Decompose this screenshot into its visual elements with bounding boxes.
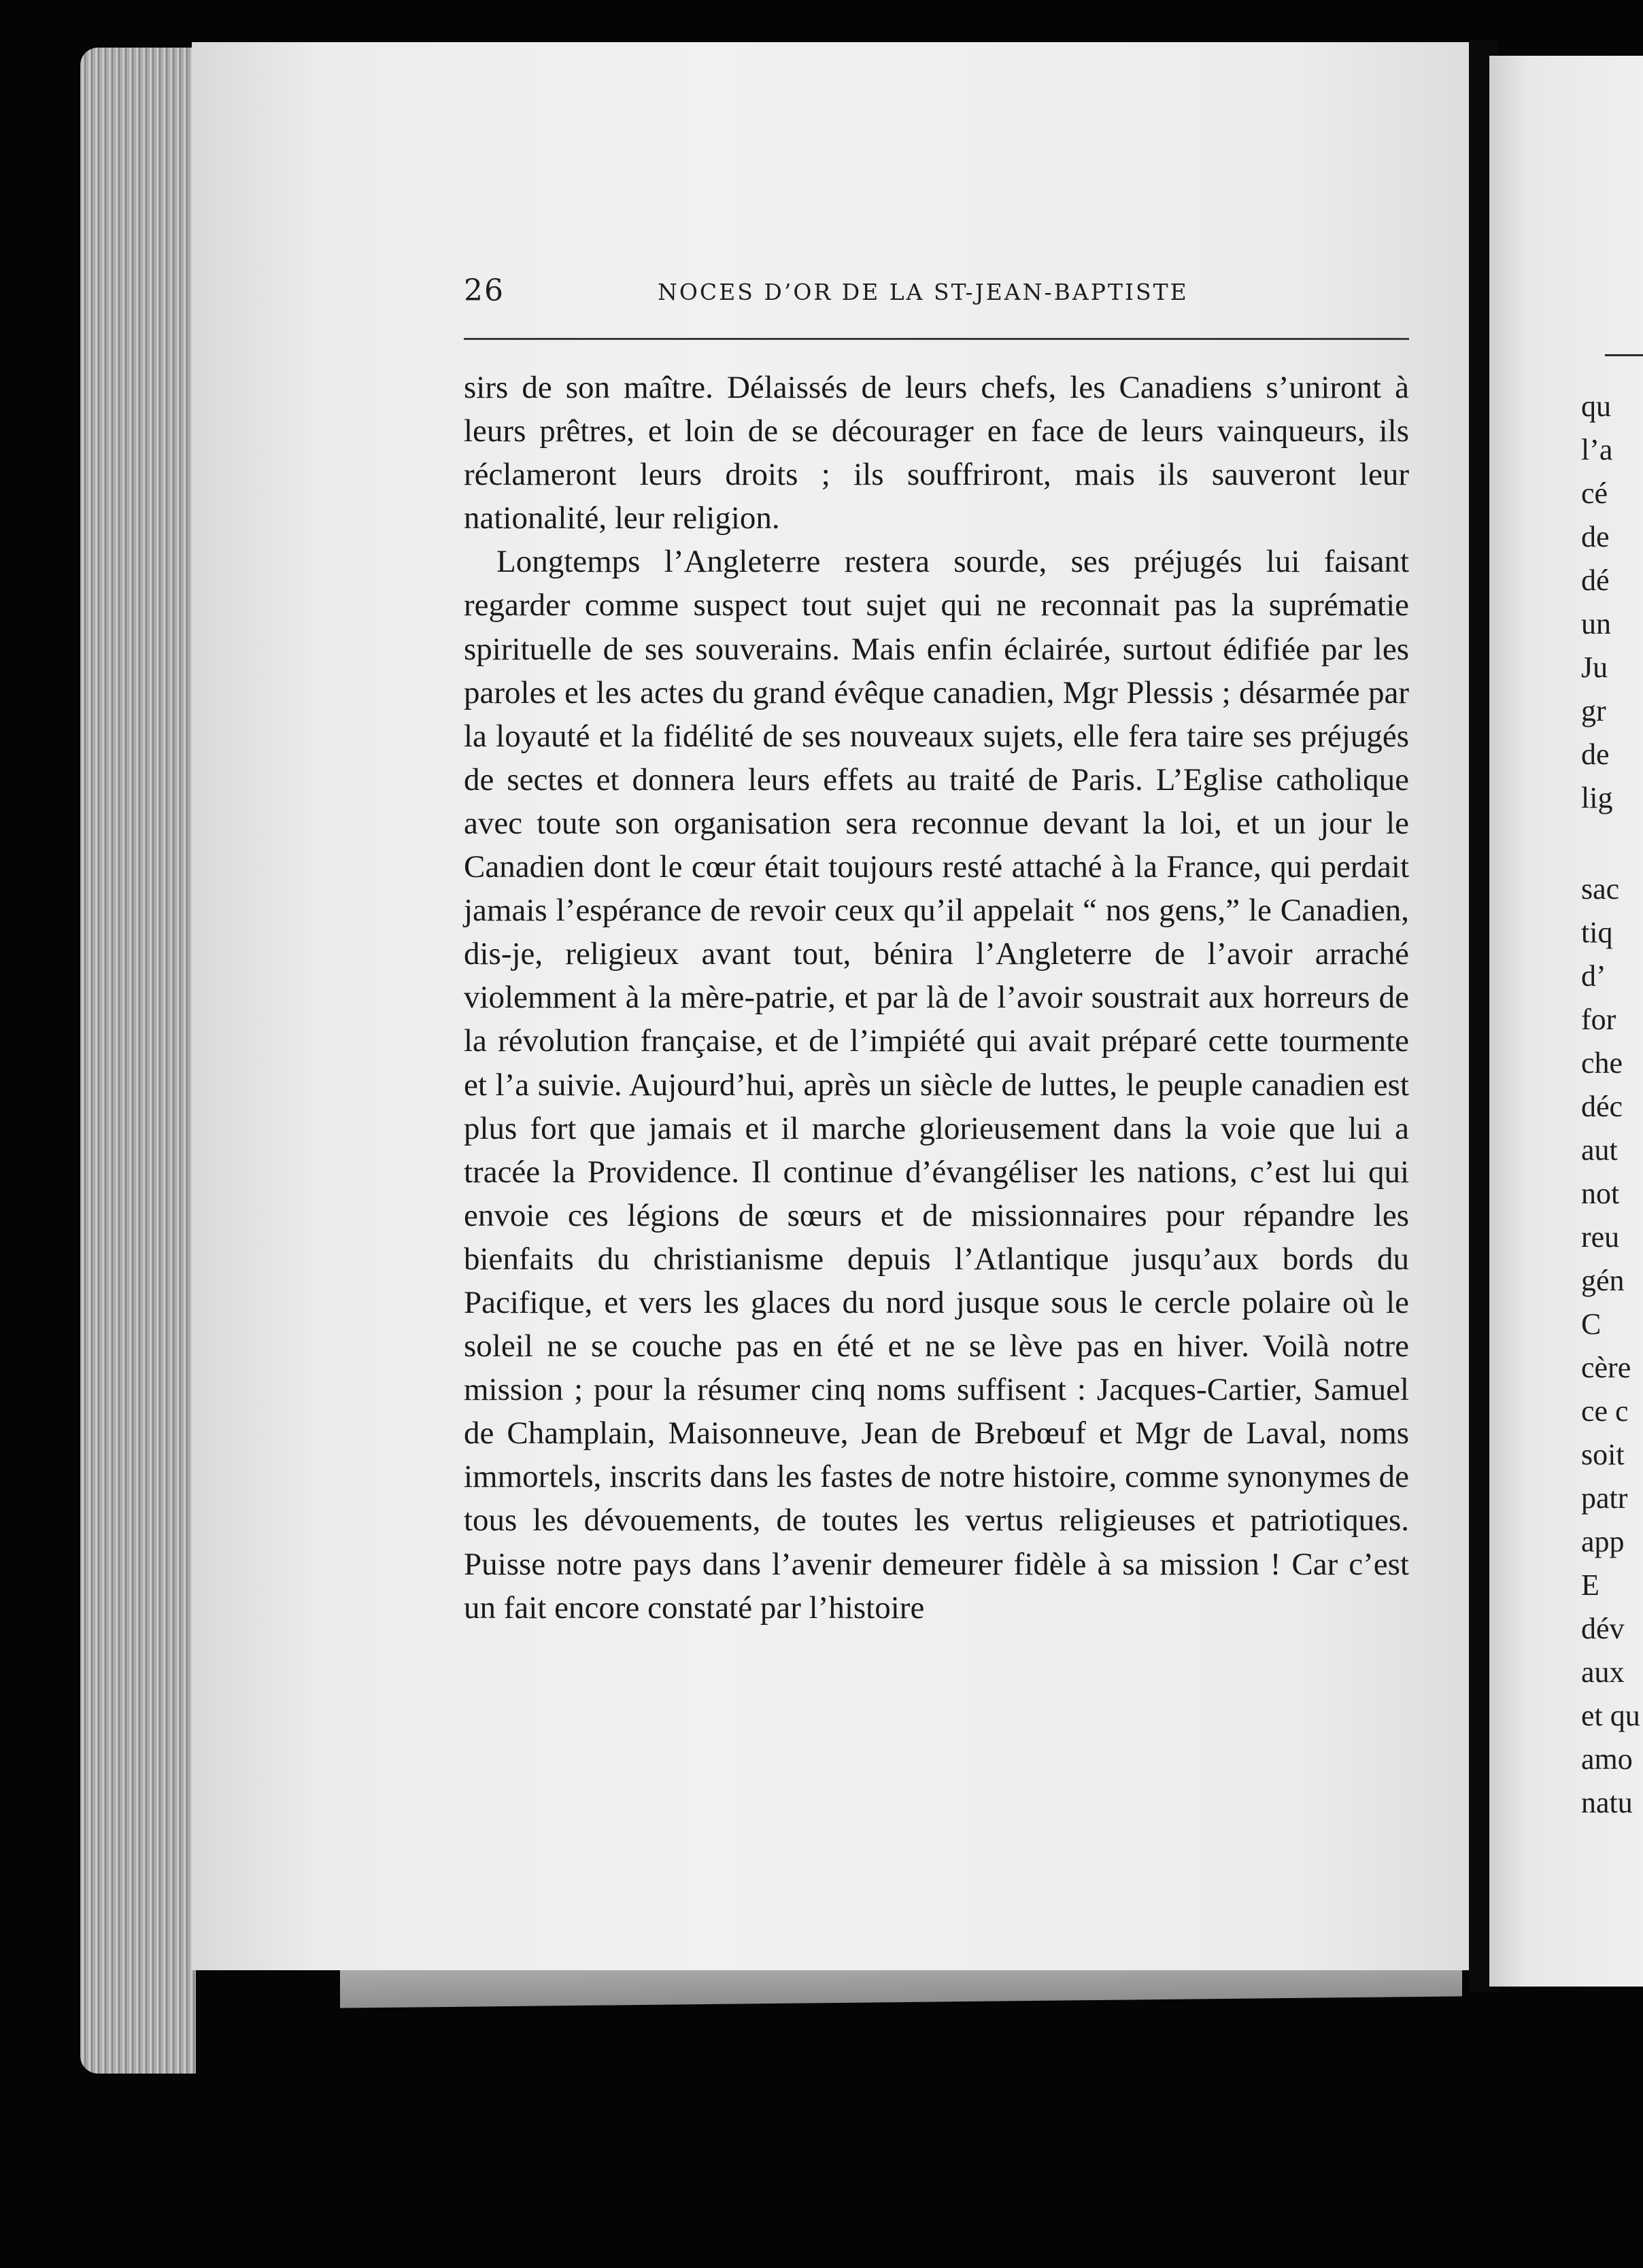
facing-line: gén [1581, 1264, 1625, 1297]
facing-line: reu [1581, 1220, 1620, 1254]
facing-line: natu [1581, 1786, 1633, 1819]
paragraph: Longtemps l’Angleterre restera sourde, ses préjugés lui faisant regarder comme suspect tout sujet qui ne reconnait pas la suprématie spirituelle de ses souverains. Mais enfin éclairée, surtout édifiée par les paroles et les actes du grand évêque canadien, Mgr Plessis ; désarmée par la loyauté et la fidélité de ses nouveaux sujets, elle fera taire ses préjugés de sectes et donnera leurs effets au traité de Paris. L’Eglise catholique avec toute son organisation sera reconnue devant la loi, et un jour le Canadien dont le cœur était toujours resté attaché à la France, qui perdait jamais l’espérance de revoir ceux qu’il appelait “ nos gens,” le Canadien, dis-je, religieux avant tout, bénira l’Angleterre de l’avoir arraché violemment à la mère-patrie, et par là de l’avoir soustrait aux horreurs de la révolution française, et de l’impiété qui avait préparé cette tourmente et l’a suivie. Aujourd’hui, après un siècle de luttes, le peuple canadien est plus fort que jamais et il marche glorieusement dans la voie que lui a tracée la Providence. Il continue d’évangéliser les nations, c’est lui qui envoie ces légions de sœurs et de missionnaires pour répandre les bienfaits du christianisme depuis l’Atlantique jusqu’aux bords du Pacifique, et vers les glaces du nord jusque sous le cercle polaire où le soleil ne se couche pas en été et ne se lève pas en hiver. Voilà notre mission ; pour la résumer cinq noms suffisent : Jacques-Cartier, Samuel de Champlain, Maisonneuve, Jean de Brebœuf et Mgr de Laval, noms immortels, inscrits dans les fastes de notre histoire, comme synonymes de tous les dévouements, de toutes les vertus religieuses et patriotiques. Puisse notre pays dans l’avenir demeurer fidèle à sa mission ! Car c’est un fait encore constaté par l’histoire [464, 544, 1409, 1626]
facing-line: che [1581, 1046, 1623, 1080]
body-text [464, 366, 1409, 1630]
running-title: NOCES D’OR DE LA ST-JEAN-BAPTISTE [658, 279, 1189, 305]
page-number: 26 [464, 273, 505, 308]
facing-line: dé [1581, 564, 1610, 597]
facing-line: un [1581, 607, 1611, 640]
facing-line: patr [1581, 1481, 1628, 1515]
facing-line: cère [1581, 1351, 1631, 1384]
facing-line: déc [1581, 1090, 1623, 1123]
facing-line: lig [1581, 781, 1613, 814]
facing-line: soit [1581, 1438, 1625, 1471]
facing-line: amo [1581, 1742, 1633, 1776]
page-edges [80, 48, 196, 2074]
facing-line: C [1581, 1307, 1602, 1341]
facing-line: dév [1581, 1612, 1625, 1645]
facing-page-text [1581, 0, 1643, 2268]
facing-line: l’a [1581, 433, 1613, 466]
facing-line: ce c [1581, 1394, 1629, 1428]
facing-line: not [1581, 1177, 1620, 1210]
facing-line: Ju [1581, 651, 1608, 684]
facing-line: de [1581, 738, 1610, 771]
facing-line: sac [1581, 872, 1620, 906]
facing-line: de [1581, 520, 1610, 553]
facing-line: gr [1581, 694, 1606, 727]
facing-line: E [1581, 1568, 1599, 1602]
facing-line: for [1581, 1003, 1616, 1036]
paragraph: sirs de son maître. Délaissés de leurs chefs, les Canadiens s’uniront à leurs prêtres, et loin de se décourager en face de leurs vainqueurs, ils réclameront leurs droits ; ils souffriront, mais ils sauveront leur nationalité, leur religion. [464, 370, 1409, 536]
facing-line: aut [1581, 1133, 1618, 1167]
facing-line: qu [1581, 390, 1611, 423]
facing-line: cé [1581, 477, 1608, 510]
facing-line: tiq [1581, 916, 1613, 949]
running-head [464, 273, 1409, 321]
facing-line: aux [1581, 1655, 1625, 1689]
facing-line: app [1581, 1525, 1625, 1558]
facing-line: et qu [1581, 1699, 1640, 1732]
header-rule [464, 338, 1409, 340]
facing-line: d’ [1581, 959, 1606, 993]
